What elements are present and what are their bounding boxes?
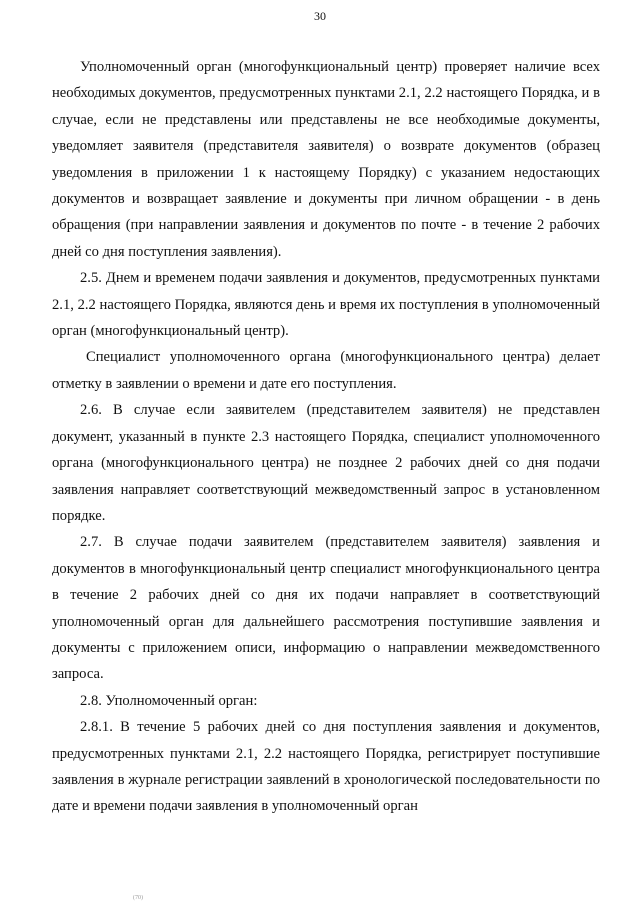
paragraph-2-5: 2.5. Днем и временем подачи заявления и документов, предусмотренных пунктами 2.1, 2.2 настоящего Порядка, являются день и время их поступления в уполномоченный орган (многофункциональный центр). xyxy=(52,270,600,340)
footer-mark: (70) xyxy=(133,895,143,901)
paragraph-2-7: 2.7. В случае подачи заявителем (представителем заявителя) заявления и документов в многофункциональный центр специалист многофункционального центра в течение 2 рабочих дней со дня их подачи направляет в соответствующий уполномоченный орган для дальнейшего рассмотрения поступившие заявления и документы с приложением описи, информацию о направлении межведомственного запроса. xyxy=(52,534,600,683)
paragraph-document-check: Уполномоченный орган (многофункциональный центр) проверяет наличие всех необходимых документов, предусмотренных пунктами 2.1, 2.2 настоящего Порядка, и в случае, если не представлены или представлены не все необходимые документы, уведомляет заявителя (представителя заявителя) о возврате документов (образец уведомления в приложении 1 к настоящему Порядку) с указанием недостающих документов и возвращает заявление и документы при личном обращении - в день обращения (при направлении заявления и документов по почте - в течение 2 рабочих дней со дня поступления заявления). xyxy=(52,59,600,260)
page-number: 30 xyxy=(314,9,326,23)
paragraph-2-8: 2.8. Уполномоченный орган: xyxy=(80,692,258,709)
paragraph-specialist-mark: Специалист уполномоченного органа (многофункционального центра) делает отметку в заявлении о времени и дате его поступления. xyxy=(52,349,600,392)
document-body xyxy=(52,54,600,820)
paragraph-2-6: 2.6. В случае если заявителем (представителем заявителя) не представлен документ, указанный в пункте 2.3 настоящего Порядка, специалист уполномоченного органа (многофункционального центра) не позднее 2 рабочих дней со дня подачи заявления направляет соответствующий межведомственный запрос в установленном порядке. xyxy=(52,402,600,524)
paragraph-2-8-1: 2.8.1. В течение 5 рабочих дней со дня поступления заявления и документов, предусмотренных пунктами 2.1, 2.2 настоящего Порядка, регистрирует поступившие заявления в журнале регистрации заявлений в хронологической последовательности по дате и времени подачи заявления в уполномоченный орган xyxy=(52,719,600,815)
